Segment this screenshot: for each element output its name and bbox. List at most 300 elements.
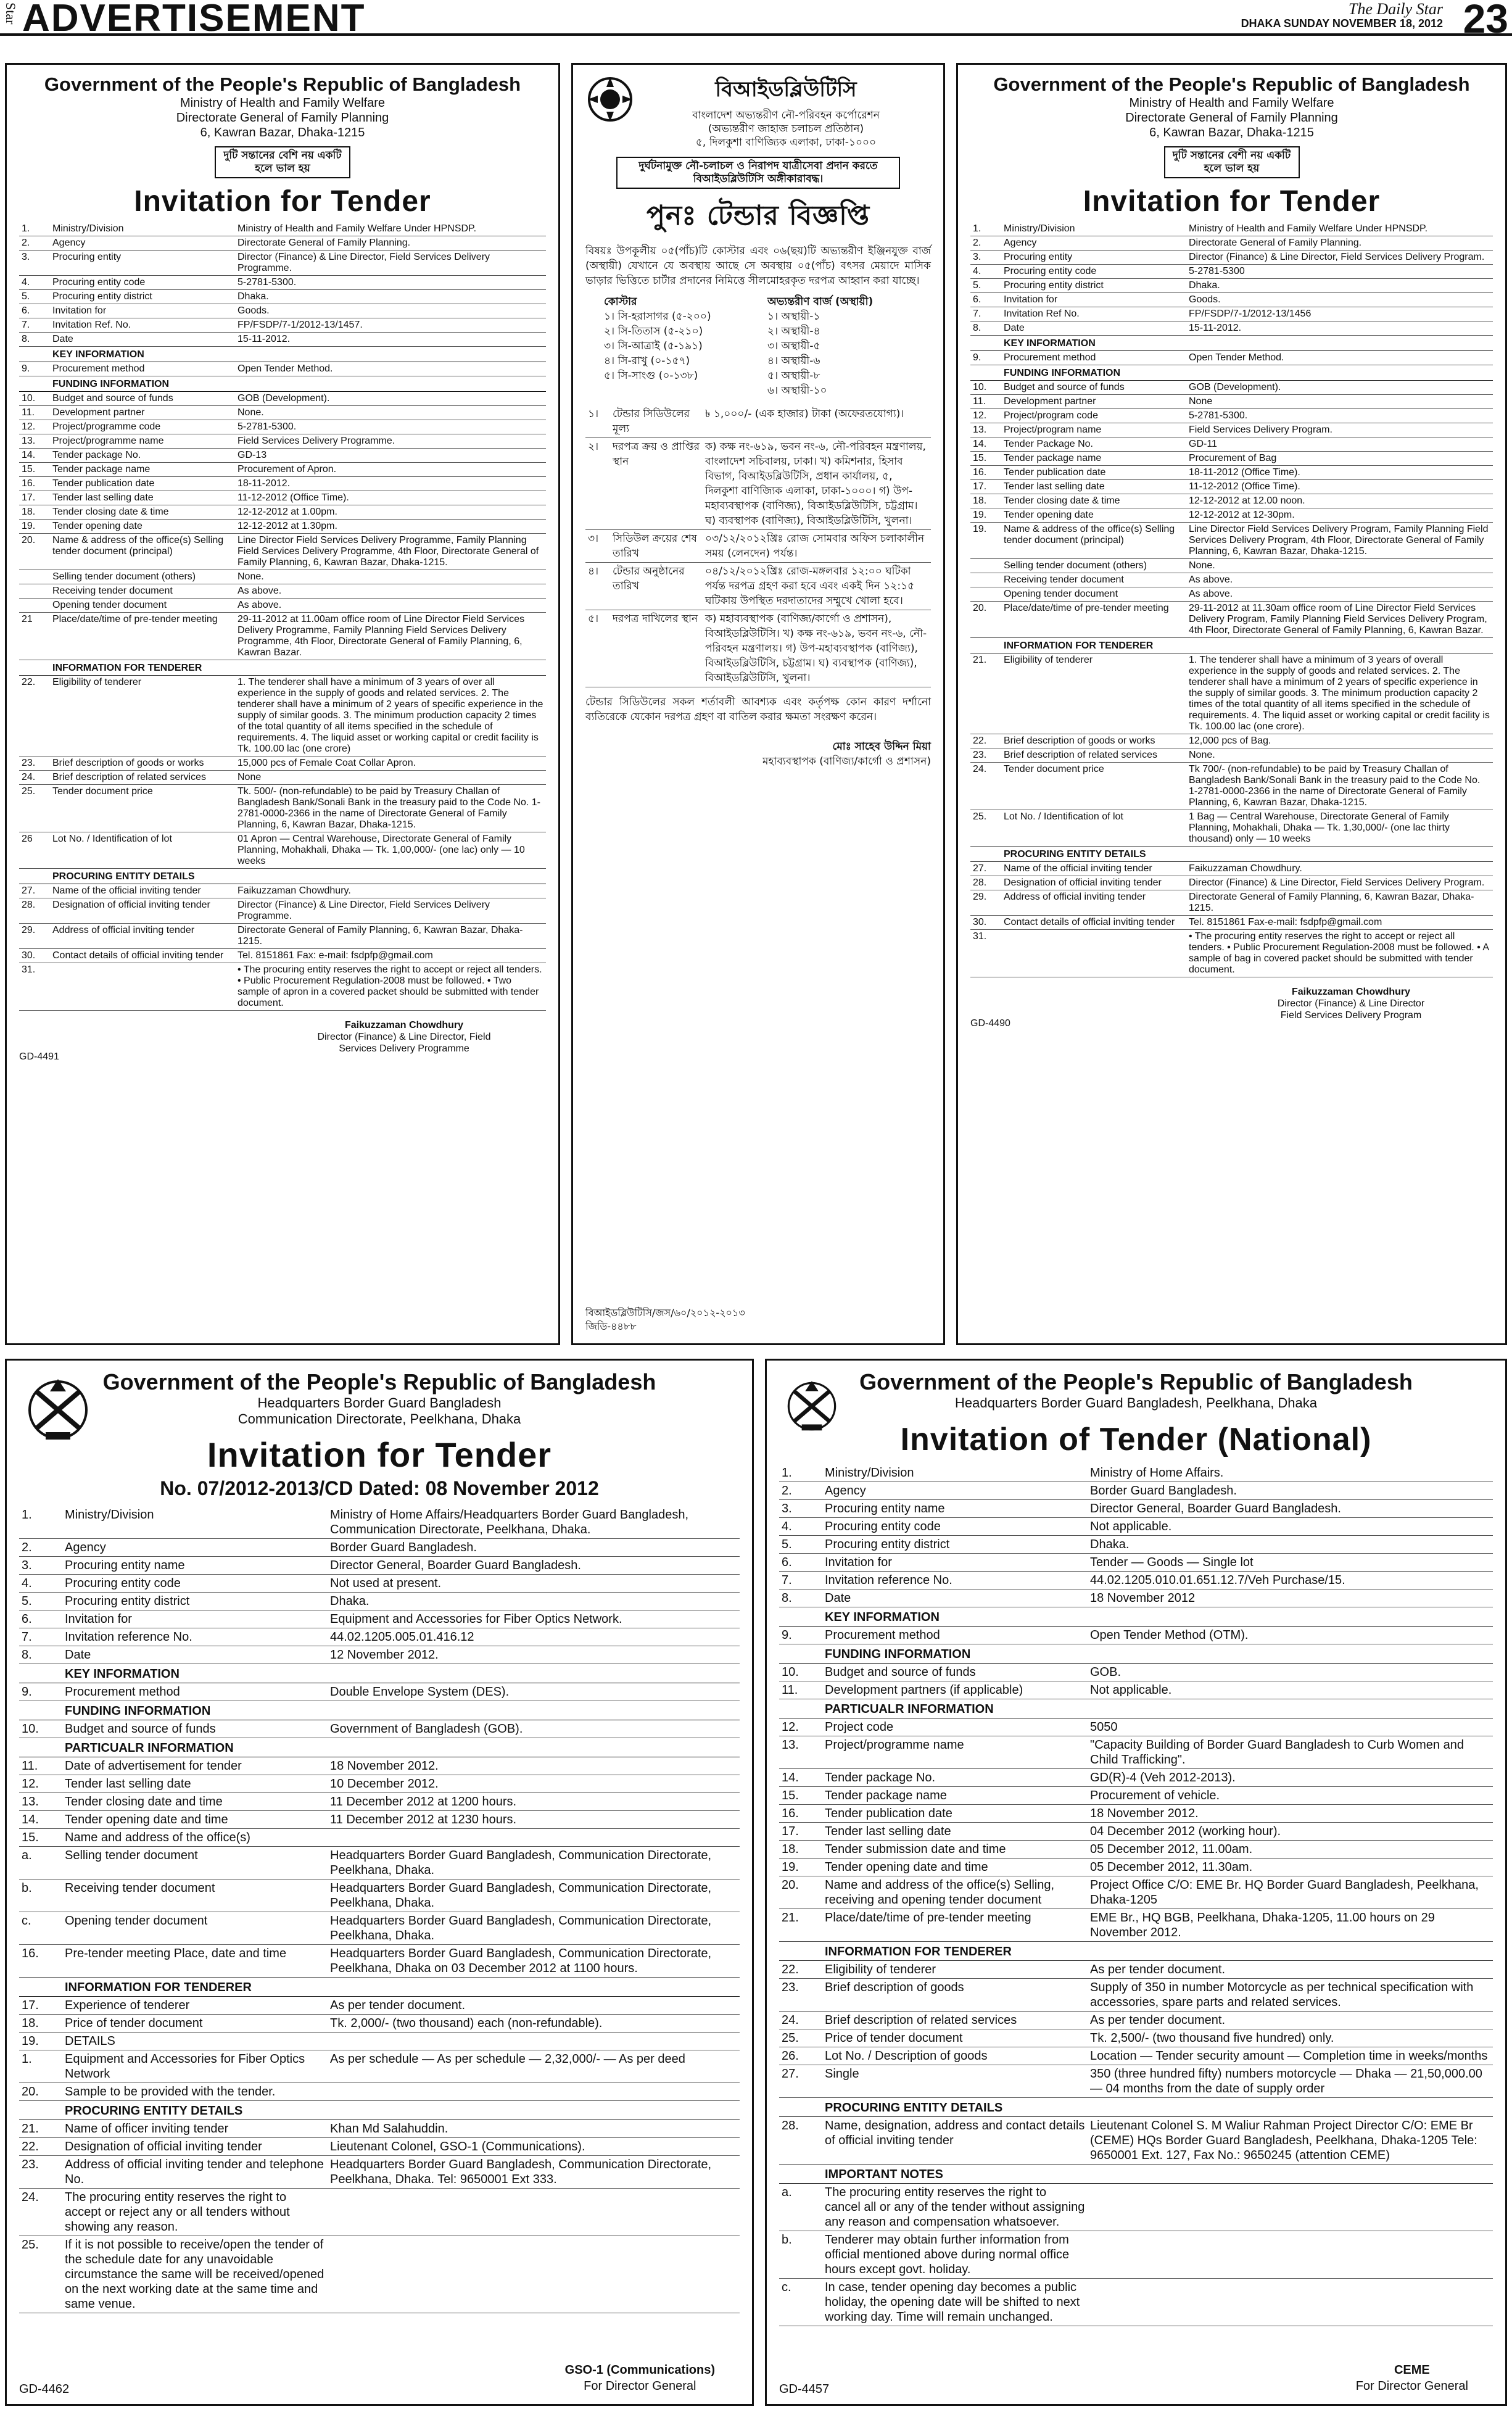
ad-header (779, 1369, 1493, 1411)
row-label: Tender opening date and time (822, 1859, 1088, 1876)
row-label: Procurement method (822, 1627, 1088, 1644)
ad-footer (779, 2362, 1493, 2397)
row-value: Director (Finance) & Line Director, Field Services Delivery Program. (1186, 876, 1493, 890)
row-label: Tender package No. (822, 1769, 1088, 1787)
row-label: Ministry/Division (1001, 222, 1186, 236)
table-row (779, 1823, 1493, 1841)
table-row (779, 2012, 1493, 2029)
schedule-table (585, 405, 931, 687)
row-number: 7. (19, 1628, 62, 1646)
row-number: 4. (19, 1575, 62, 1593)
row-value: 05 December 2012, 11.30am. (1088, 1859, 1493, 1876)
row-value (235, 660, 546, 676)
row-label: PARTICUALR INFORMATION (62, 1738, 328, 1757)
row-value: As per tender document. (1088, 1961, 1493, 1979)
row-number (970, 365, 1001, 381)
row-value: Not used at present. (328, 1575, 740, 1593)
row-label: In case, tender opening day becomes a public holiday, the opening date will be shifted to next working day. Time will remain unchanged. (822, 2279, 1088, 2326)
row-label: Opening tender document (50, 599, 235, 613)
table-row (779, 1536, 1493, 1554)
row-label: Invitation reference No. (62, 1628, 328, 1646)
row-number: 14. (970, 437, 1001, 452)
row-label: Tender package name (1001, 452, 1186, 466)
row-label: Selling tender document (others) (1001, 559, 1186, 573)
row-value: Headquarters Border Guard Bangladesh, Communication Directorate, Peelkhana, Dhaka. Tel: 9650001 Ext 333. (328, 2156, 740, 2189)
row-value: 1. The tenderer shall have a minimum of 3 years of over all experience in the supply of goods and related services. 2. The tenderer shall have a minimum of 2 years of specific experience in the supply of similar goods. 3. The minimum production capacity 2 times of the total quantity of all items specified in the schedule of requirements. 4. The liquid asset or working capital or credit facility is Tk. 100.00 lac (one crore) (235, 676, 546, 756)
row-value: 11 December 2012 at 1200 hours. (328, 1793, 740, 1811)
row-number: 18. (779, 1841, 822, 1859)
row-number: 23. (19, 756, 50, 771)
row-label: FUNDING INFORMATION (822, 1644, 1088, 1664)
org-line: ৫, দিলকুশা বাণিজ্যিক এলাকা, ঢাকা-১০০০ (695, 136, 877, 149)
table-row (19, 660, 546, 676)
signatory-title: Director (Finance) & Line Director (1277, 998, 1425, 1009)
row-number: c. (779, 2279, 822, 2326)
gd-code: GD-4490 (970, 1018, 1010, 1029)
signature-block (275, 1019, 534, 1055)
row-label: Lot No. / Description of goods (822, 2047, 1088, 2065)
row-value: Procurement of vehicle. (1088, 1787, 1493, 1805)
row-value (1186, 365, 1493, 381)
row-number: ৩। (585, 530, 610, 563)
row-number: 18. (19, 2015, 62, 2033)
schedule-row (585, 610, 931, 687)
table-row (779, 1589, 1493, 1607)
row-number: 28. (19, 898, 50, 924)
gd-code: জিডি-৪৪৮৮ (585, 1320, 637, 1332)
row-label: Development partner (50, 406, 235, 420)
slogan-box: দুটি সন্তানের বেশি নয় একটি হলে ভাল হয় (215, 146, 350, 178)
row-label: Name & address of the office(s) Selling tender document (principal) (1001, 523, 1186, 559)
row-number (970, 573, 1001, 587)
vessel-item: ৩। অস্থায়ী-৫ (767, 340, 820, 352)
row-value: Khan Md Salahuddin. (328, 2120, 740, 2138)
ad-headline: Invitation for Tender (134, 185, 431, 218)
row-label: Invitation for (50, 304, 235, 318)
row-label: Receiving tender document (62, 1879, 328, 1912)
row-number: 23. (970, 748, 1001, 763)
table-row (970, 638, 1493, 653)
row-value: Not applicable. (1088, 1681, 1493, 1699)
row-number: ৫। (585, 610, 610, 687)
table-row (19, 1757, 740, 1775)
table-row (970, 466, 1493, 480)
row-number (19, 2101, 62, 2120)
paper-name: The Daily Star (1348, 0, 1443, 18)
row-value: 18 November 2012 (1088, 1589, 1493, 1607)
row-label: KEY INFORMATION (62, 1664, 328, 1683)
org-line: Communication Directorate, Peelkhana, Dhaka (238, 1411, 521, 1427)
row-value: Location — Tender security amount — Completion time in weeks/months (1088, 2047, 1493, 2065)
row-label: Address of official inviting tender (50, 924, 235, 949)
row-value: Headquarters Border Guard Bangladesh, Communication Directorate, Peelkhana, Dhaka. (328, 1847, 740, 1879)
table-row (779, 1500, 1493, 1518)
row-label: Name of the official inviting tender (50, 884, 235, 898)
row-value: 11-12-2012 (Office Time). (1186, 480, 1493, 494)
row-value: Ministry of Home Affairs. (1088, 1464, 1493, 1482)
row-label: টেন্ডার সিডিউলের মূল্য (610, 405, 703, 438)
ad-footer (970, 986, 1493, 1029)
row-label: Tender package name (50, 463, 235, 477)
row-number: 20. (19, 534, 50, 570)
signature-block (585, 739, 931, 769)
row-value: Dhaka. (235, 290, 546, 304)
row-value (328, 2101, 740, 2120)
row-value: Procurement of Bag (1186, 452, 1493, 466)
schedule-row (585, 530, 931, 563)
table-row (779, 2047, 1493, 2065)
table-row (970, 236, 1493, 251)
row-number: 8. (19, 333, 50, 347)
row-label: Tender publication date (50, 477, 235, 491)
row-label: PROCURING ENTITY DETAILS (1001, 847, 1186, 862)
table-row (779, 1909, 1493, 1942)
row-value: Tk. 500/- (non-refundable) to be paid by Treasury Challan of Bangladesh Bank/Sonali Bank in the treasury paid to the Code No. 1-2781-0000-2366 in the name of Directorate General of Family Planning, 6, Kawran Bazar, Dhaka-1215. (235, 785, 546, 832)
table-row (19, 449, 546, 463)
row-value: Ministry of Health and Family Welfare Under HPNSDP. (235, 222, 546, 236)
ad-footer (585, 1306, 745, 1333)
table-row (19, 505, 546, 520)
gov-title: Government of the People's Republic of Bangladesh (44, 73, 521, 95)
row-label: FUNDING INFORMATION (50, 376, 235, 392)
table-row (19, 333, 546, 347)
row-label: Tender Package No. (1001, 437, 1186, 452)
row-label: Procuring entity (50, 251, 235, 276)
row-label: Date (822, 1589, 1088, 1607)
row-number: 5. (19, 290, 50, 304)
row-number: ৪। (585, 563, 610, 610)
row-label: Contact details of official inviting tender (50, 949, 235, 963)
table-row (19, 2236, 740, 2313)
row-value: Equipment and Accessories for Fiber Optics Network. (328, 1610, 740, 1628)
row-number: 22. (19, 2138, 62, 2156)
row-label: Experience of tenderer (62, 1997, 328, 2015)
barge-list (767, 294, 931, 398)
gd-code: GD-4462 (19, 2382, 70, 2396)
gov-title: Government of the People's Republic of Bangladesh (859, 1369, 1413, 1395)
table-row (970, 293, 1493, 307)
row-number: 10. (970, 381, 1001, 395)
table-row (19, 534, 546, 570)
row-label: Eligibility of tenderer (50, 676, 235, 756)
coaster-list (585, 294, 767, 398)
tender-ad-biwtc (571, 63, 945, 1345)
table-row (970, 847, 1493, 862)
row-value (328, 1829, 740, 1847)
row-number: 30. (970, 916, 1001, 930)
row-value: None. (1186, 748, 1493, 763)
row-value: 5-2781-5300 (1186, 265, 1493, 279)
row-number: 20. (970, 602, 1001, 638)
row-value: EME Br., HQ BGB, Peelkhana, Dhaka-1205, 11.00 hours on 29 November 2012. (1088, 1909, 1493, 1942)
row-number: 3. (970, 251, 1001, 265)
table-row (779, 1554, 1493, 1572)
row-number: b. (19, 1879, 62, 1912)
table-row (19, 676, 546, 756)
row-number: 3. (19, 1557, 62, 1575)
row-value: Tk 700/- (non-refundable) to be paid by Treasury Challan of Bangladesh Bank/Sonali Bank in the treasury paid to the Code No. 1-2781-0000-2366 in the name of Directorate General of Family Planning, 6, Kawran Bazar, Dhaka-1215. (1186, 763, 1493, 810)
ad-header (970, 73, 1493, 178)
row-value: Directorate General of Family Planning. (235, 236, 546, 251)
table-row (970, 351, 1493, 365)
row-number: 5. (19, 1593, 62, 1610)
row-number: 10. (19, 1720, 62, 1738)
org-title: বিআইডব্লিউটিসি (715, 77, 857, 102)
row-value: 12 November 2012. (328, 1646, 740, 1664)
row-number: 14. (19, 449, 50, 463)
row-label: Place/date/time of pre-tender meeting (50, 613, 235, 660)
table-row (779, 2029, 1493, 2047)
ad-headline: পুনঃ টেন্ডার বিজ্ঞপ্তি (646, 200, 870, 231)
row-value: Director (Finance) & Line Director, Field Services Delivery Program. (1186, 251, 1493, 265)
biwtc-logo-icon (585, 73, 635, 129)
table-row (19, 884, 546, 898)
gd-code: GD-4491 (19, 1051, 59, 1062)
row-label: Eligibility of tenderer (1001, 653, 1186, 734)
table-row (19, 1738, 740, 1757)
row-label: Price of tender document (62, 2015, 328, 2033)
vessel-item: ১। সি-হরাসাগর (৫-২০০) (604, 310, 711, 323)
table-row (19, 1701, 740, 1720)
row-value: 04 December 2012 (working hour). (1088, 1823, 1493, 1841)
table-row (19, 756, 546, 771)
row-label: Tender opening date (1001, 508, 1186, 523)
row-number: 1. (19, 1506, 62, 1539)
row-label: Single (822, 2065, 1088, 2098)
row-label: KEY INFORMATION (50, 347, 235, 362)
row-number: 25. (19, 785, 50, 832)
signatory-name: CEME (1394, 2363, 1430, 2377)
row-number: 8. (779, 1589, 822, 1607)
row-value: Project Office C/O: EME Br. HQ Border Guard Bangladesh, Peelkhana, Dhaka-1205 (1088, 1876, 1493, 1909)
row-label (1001, 930, 1186, 977)
row-value (328, 1738, 740, 1757)
tender-table (19, 1506, 740, 2313)
row-number: 16. (19, 477, 50, 491)
signatory-title: For Director General (584, 2379, 696, 2393)
row-value (1186, 638, 1493, 653)
row-value: Director General, Boarder Guard Bangladesh. (1088, 1500, 1493, 1518)
section-title: ADVERTISEMENT (22, 0, 366, 39)
row-label: Price of tender document (822, 2029, 1088, 2047)
row-label: Development partners (if applicable) (822, 1681, 1088, 1699)
row-value (1088, 2165, 1493, 2184)
row-label: Name and address of the office(s) Selling, receiving and opening tender document (822, 1876, 1088, 1909)
row-number (779, 2098, 822, 2117)
vessel-item: ৪। অস্থায়ী-৬ (767, 355, 820, 367)
row-number: 12. (970, 409, 1001, 423)
table-row (970, 523, 1493, 559)
row-value: Headquarters Border Guard Bangladesh, Communication Directorate, Peelkhana, Dhaka on 03 December 2012 at 1100 hours. (328, 1945, 740, 1978)
row-value: Lieutenant Colonel, GSO-1 (Communications). (328, 2138, 740, 2156)
row-number: 24. (19, 2189, 62, 2236)
row-label: Designation of official inviting tender (62, 2138, 328, 2156)
row-label: Tender publication date (822, 1805, 1088, 1823)
row-number (970, 587, 1001, 602)
row-label: Name of officer inviting tender (62, 2120, 328, 2138)
slogan-box: দুটি সন্তানের বেশী নয় একটি হলে ভাল হয় (1164, 146, 1300, 178)
masthead (0, 0, 1512, 41)
row-label: Brief description of related services (822, 2012, 1088, 2029)
row-label: দরপত্র দাখিলের স্থান (610, 610, 703, 687)
row-value: As per tender document. (328, 1997, 740, 2015)
table-row (19, 251, 546, 276)
row-number: 8. (970, 321, 1001, 336)
row-label: Procuring entity code (62, 1575, 328, 1593)
gov-title: Government of the People's Republic of Bangladesh (102, 1369, 656, 1395)
row-label: Procuring entity district (1001, 279, 1186, 293)
row-label: Tender package No. (50, 449, 235, 463)
row-label: Contact details of official inviting tender (1001, 916, 1186, 930)
row-value: ০৩/১২/২০১২খ্রিঃ রোজ সোমবার অফিস চলাকালীন সময় (লেনদেন) পর্যন্ত। (703, 530, 931, 563)
schedule-row (585, 563, 931, 610)
signatory-title: Services Delivery Programme (339, 1043, 469, 1054)
schedule-row (585, 438, 931, 530)
row-number: 17. (970, 480, 1001, 494)
row-number: 17. (19, 1997, 62, 2015)
ad-footer (19, 2362, 740, 2397)
row-number: c. (19, 1912, 62, 1945)
row-number: 25. (779, 2029, 822, 2047)
table-row (779, 1699, 1493, 1718)
row-label: Project/program name (1001, 423, 1186, 437)
table-row (970, 423, 1493, 437)
table-row (970, 409, 1493, 423)
table-row (779, 1627, 1493, 1644)
row-label: INFORMATION FOR TENDERER (822, 1942, 1088, 1961)
row-number: 20. (19, 2083, 62, 2101)
row-label: Designation of official inviting tender (1001, 876, 1186, 890)
row-value: 15-11-2012. (235, 333, 546, 347)
table-row (970, 890, 1493, 916)
row-number: 20. (779, 1876, 822, 1909)
row-number: 31. (970, 930, 1001, 977)
barge-header: অভ্যন্তরীণ বার্জ (অস্থায়ী) (767, 296, 874, 308)
row-label: Place/date/time of pre-tender meeting (822, 1909, 1088, 1942)
row-label: Date (62, 1646, 328, 1664)
row-label: Name & address of the office(s) Selling tender document (principal) (50, 534, 235, 570)
row-number: 21. (779, 1909, 822, 1942)
row-value: 18 November 2012. (1088, 1805, 1493, 1823)
row-label: Tender last selling date (62, 1775, 328, 1793)
row-number: 19. (779, 1859, 822, 1876)
vessel-item: ৩। সি-আত্রাই (৫-১৯১) (604, 340, 703, 352)
row-number: 19. (970, 508, 1001, 523)
row-value: GD(R)-4 (Veh 2012-2013). (1088, 1769, 1493, 1787)
table-row (19, 1978, 740, 1997)
row-value: 11 December 2012 at 1230 hours. (328, 1811, 740, 1829)
row-value: Line Director Field Services Delivery Program, Family Planning Field Services Delivery Program, 4th Floor, Directorate General of Family Planning, 6, Kawran Bazar, Dhaka-1215. (1186, 523, 1493, 559)
table-row (970, 763, 1493, 810)
table-row (970, 265, 1493, 279)
row-value: 15,000 pcs of Female Coat Collar Apron. (235, 756, 546, 771)
row-number: 25. (970, 810, 1001, 847)
row-number: 4. (779, 1518, 822, 1536)
table-row (19, 1720, 740, 1738)
table-row (19, 420, 546, 434)
table-row (19, 290, 546, 304)
row-number: 27. (779, 2065, 822, 2098)
row-label: Lot No. / Identification of lot (50, 832, 235, 869)
table-row (19, 406, 546, 420)
row-label: Agency (62, 1539, 328, 1557)
row-value: None. (235, 406, 546, 420)
table-row (19, 347, 546, 362)
org-line: Ministry of Health and Family Welfare (1129, 96, 1334, 110)
row-number: 11. (19, 1757, 62, 1775)
row-number (779, 2165, 822, 2184)
row-label: Development partner (1001, 395, 1186, 409)
row-value: Open Tender Method (OTM). (1088, 1627, 1493, 1644)
row-value: 5050 (1088, 1718, 1493, 1736)
table-row (19, 1683, 740, 1701)
dateline: DHAKA SUNDAY NOVEMBER 18, 2012 (1241, 17, 1443, 30)
table-row (779, 1718, 1493, 1736)
row-value: FP/FSDP/7-1/2012-13/1457. (235, 318, 546, 333)
row-label: Brief description of goods or works (1001, 734, 1186, 748)
table-row (19, 376, 546, 392)
row-label: IMPORTANT NOTES (822, 2165, 1088, 2184)
row-label: Procuring entity code (1001, 265, 1186, 279)
row-value (1088, 1607, 1493, 1627)
row-value: "Capacity Building of Border Guard Bangladesh to Curb Women and Child Trafficking". (1088, 1736, 1493, 1769)
row-value (328, 2083, 740, 2101)
row-value (328, 1664, 740, 1683)
row-label: KEY INFORMATION (822, 1607, 1088, 1627)
row-label: Name of the official inviting tender (1001, 862, 1186, 876)
row-value: As per schedule — As per schedule — 2,32,000/- — As per deed (328, 2050, 740, 2083)
row-value: 10 December 2012. (328, 1775, 740, 1793)
table-row (779, 1736, 1493, 1769)
row-number: 11. (19, 406, 50, 420)
table-row (970, 251, 1493, 265)
row-value: 12-12-2012 at 1.30pm. (235, 520, 546, 534)
row-number: 10. (19, 392, 50, 406)
row-label: Name and address of the office(s) (62, 1829, 328, 1847)
row-number: b. (779, 2231, 822, 2279)
row-value (1088, 1644, 1493, 1664)
row-number: 28. (779, 2117, 822, 2165)
table-row (779, 1961, 1493, 1979)
row-value: ক) কক্ষ নং-৬১৯, ভবন নং-৬, নৌ-পরিবহন মন্ত্রণালয়, বাংলাদেশ সচিবালয়, ঢাকা। খ) কমিশনার, হিসাব বিভাগ, বিআইডব্লিউটিসি, প্রধান কার্যালয়, ৫, দিলকুশা বাণিজ্যিক এলাকা, ঢাকা-১০০০। গ) উপ-মহাব্যবস্থাপক (বাণিজ্য), বিআইডব্লিউটিসি, চট্টগ্রাম। ঘ) ব্যবস্থাপক (বাণিজ্য), বিআইডব্লিউটিসি, খুলনা। (703, 438, 931, 530)
row-label: Budget and source of funds (1001, 381, 1186, 395)
row-number: 9. (19, 362, 50, 376)
table-row (19, 318, 546, 333)
signatory-title: For Director General (1355, 2379, 1468, 2393)
table-row (19, 584, 546, 599)
row-value (1088, 2184, 1493, 2231)
row-value: 5-2781-5300. (235, 276, 546, 290)
row-number: 6. (779, 1554, 822, 1572)
row-value: None (235, 771, 546, 785)
row-label: FUNDING INFORMATION (1001, 365, 1186, 381)
table-row (970, 307, 1493, 321)
row-label: Designation of official inviting tender (50, 898, 235, 924)
row-value: Headquarters Border Guard Bangladesh, Communication Directorate, Peelkhana, Dhaka. (328, 1879, 740, 1912)
table-row (19, 599, 546, 613)
signatory-name: Faikuzzaman Chowdhury (344, 1020, 464, 1030)
org-line: Headquarters Border Guard Bangladesh (257, 1395, 502, 1411)
table-row (19, 963, 546, 1011)
table-row (19, 1664, 740, 1683)
row-value: Open Tender Method. (1186, 351, 1493, 365)
table-row (19, 392, 546, 406)
signatory-title: Field Services Delivery Program (1280, 1010, 1422, 1021)
row-label: Name, designation, address and contact details of official inviting tender (822, 2117, 1088, 2165)
table-row (19, 1847, 740, 1879)
row-value: GOB (Development). (1186, 381, 1493, 395)
row-label: Place/date/time of pre-tender meeting (1001, 602, 1186, 638)
